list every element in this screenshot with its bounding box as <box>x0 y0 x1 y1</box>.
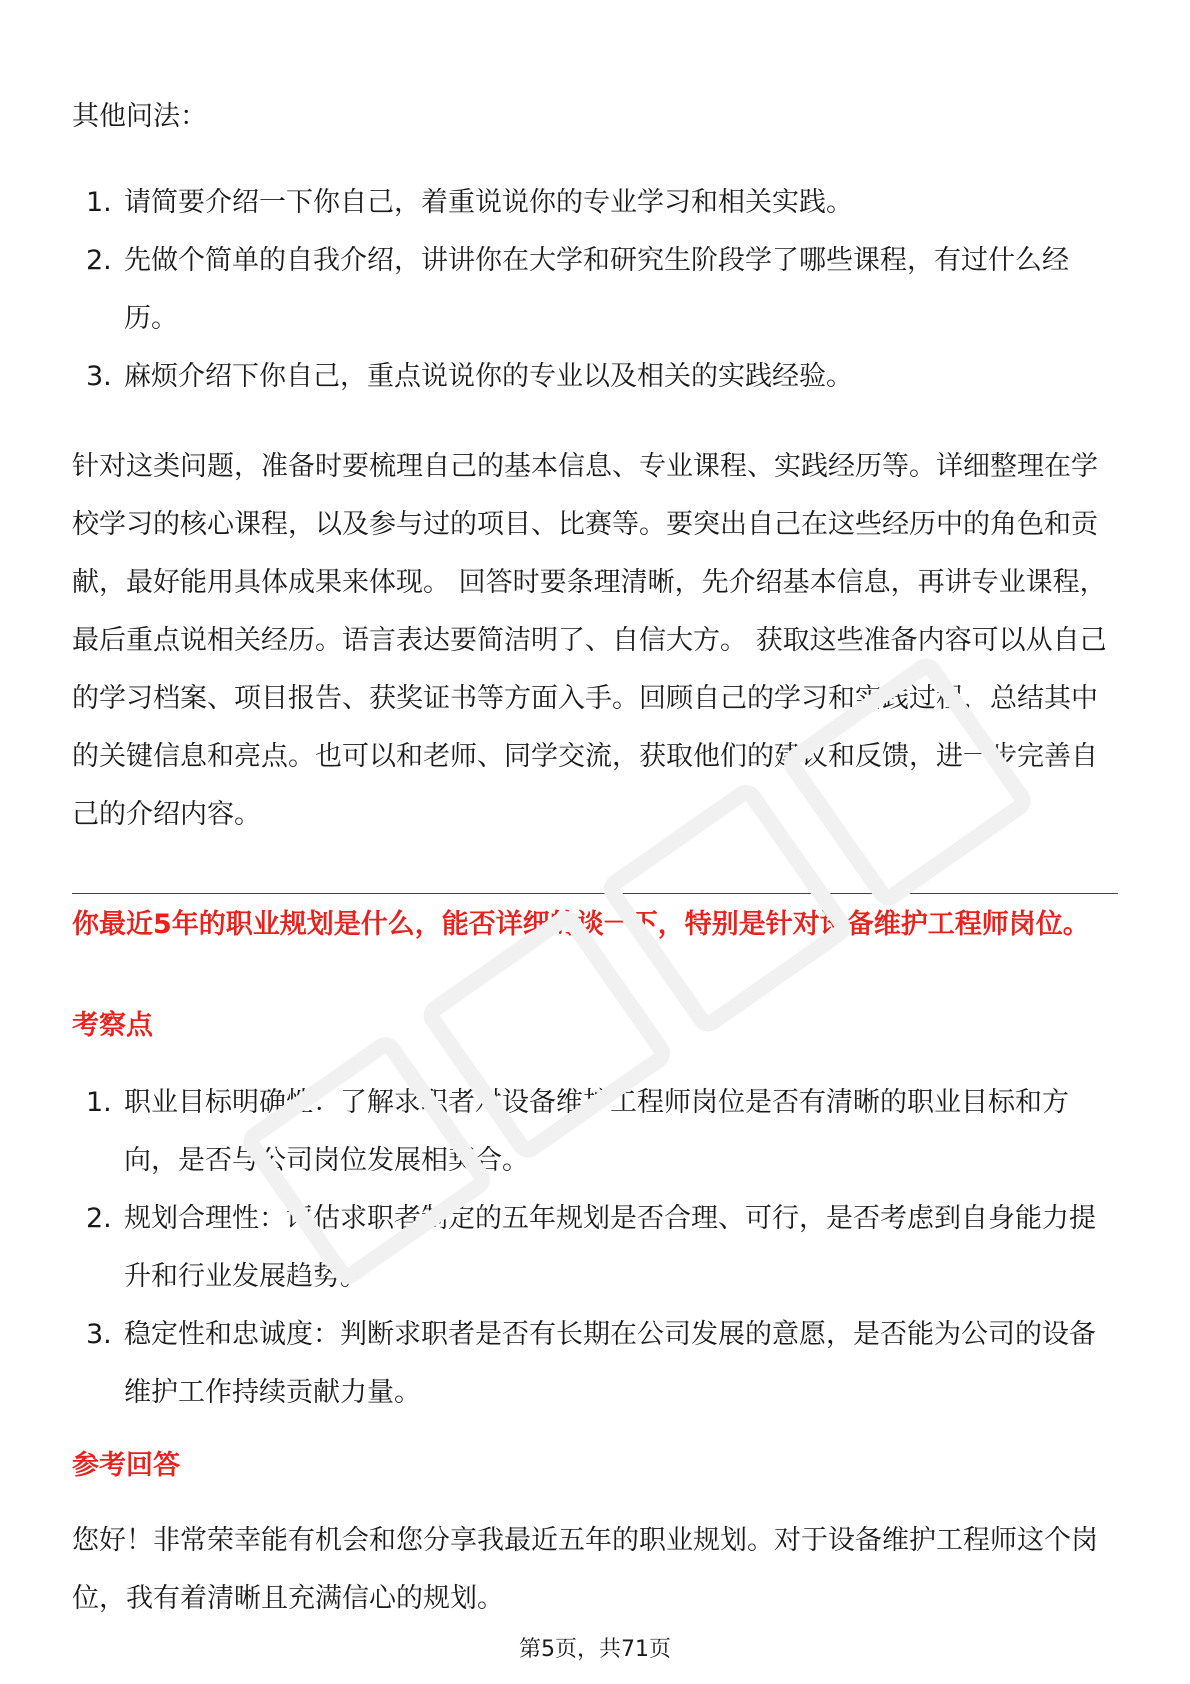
focus-points-list <box>72 1074 1118 1422</box>
other-questions-label: 其他问法： <box>72 101 207 132</box>
list-item: 2. 规划合理性：评估求职者制定的五年规划是否合理、可行，是否考虑到自身能力提升和行业发展趋势。 <box>86 1203 1096 1292</box>
other-questions-list <box>72 174 1118 406</box>
page-footer: 第5页，共71页 <box>519 1637 671 1662</box>
question-title: 你最近5年的职业规划是什么，能否详细的谈一下，特别是针对设备维护工程师岗位。 <box>72 909 1090 940</box>
list-item: 3. 麻烦介绍下你自己，重点说说你的专业以及相关的实践经验。 <box>86 361 853 392</box>
answer-paragraph: 您好！非常荣幸能有机会和您分享我最近五年的职业规划。对于设备维护工程师这个岗位，我有着清晰且充满信心的规划。 <box>72 1525 1098 1614</box>
list-item: 3. 稳定性和忠诚度：判断求职者是否有长期在公司发展的意愿，是否能为公司的设备维护工作持续贡献力量。 <box>86 1319 1096 1408</box>
list-item: 2. 先做个简单的自我介绍，讲讲你在大学和研究生阶段学了哪些课程，有过什么经历。 <box>86 245 1069 334</box>
list-item: 1. 职业目标明确性：了解求职者对设备维护工程师岗位是否有清晰的职业目标和方向，是否与公司岗位发展相契合。 <box>86 1087 1069 1176</box>
focus-heading: 考察点 <box>72 1010 153 1041</box>
answer-heading: 参考回答 <box>72 1450 180 1481</box>
guidance-paragraph: 针对这类问题，准备时要梳理自己的基本信息、专业课程、实践经历等。详细整理在学校学习的核心课程，以及参与过的项目、比赛等。要突出自己在这些经历中的角色和贡献，最好能用具体成果来体现。 回答时要条理清晰，先介绍基本信息，再讲专业课程，最后重点说相关经历。语言表达要简洁明了、自信大方。 获取这些准备内容可以从自己的学习档案、项目报告、获奖证书等方面入手。回顾自己的学习和实践过程，总结其中的关键信息和亮点。也可以和老师、同学交流，获取他们的建议和反馈，进一步完善自己的介绍内容。 <box>72 451 1107 830</box>
section-divider <box>72 893 1118 894</box>
list-item: 1. 请简要介绍一下你自己，着重说说你的专业学习和相关实践。 <box>86 187 853 218</box>
